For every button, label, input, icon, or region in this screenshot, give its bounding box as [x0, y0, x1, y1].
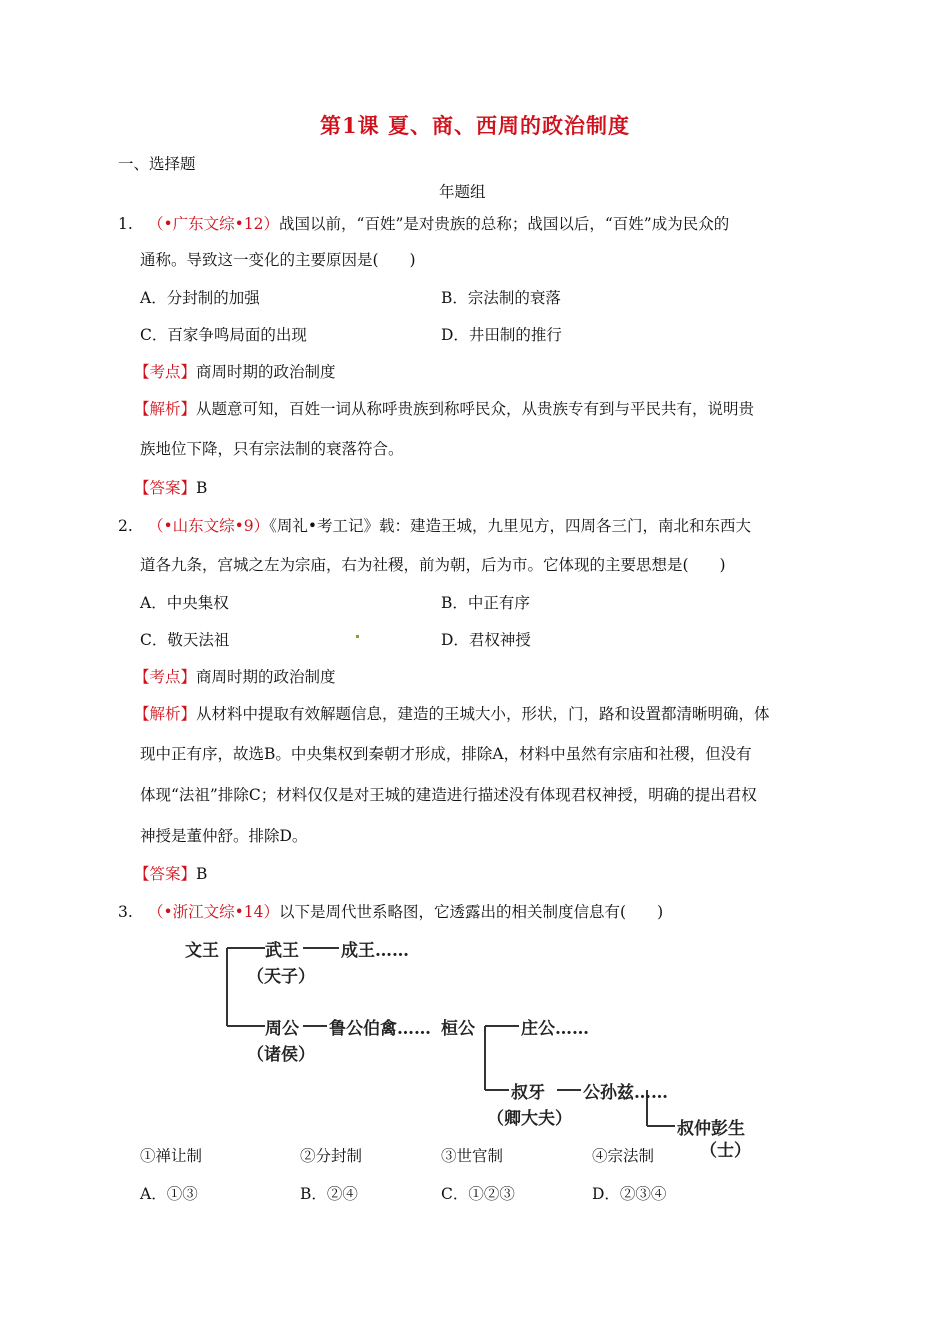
- node-gongsunzi: 公孙兹……: [583, 1083, 668, 1103]
- q3-item-4: ④宗法制: [592, 1147, 655, 1165]
- q1-option-c: C．百家争鸣局面的出现: [140, 326, 307, 344]
- node-zhuanggong: 庄公……: [521, 1019, 589, 1039]
- q3-number: 3.: [118, 903, 133, 921]
- stray-dot: [356, 635, 359, 638]
- q3-item-3: ③世官制: [441, 1147, 504, 1165]
- q1-kaodian-text: 商周时期的政治制度: [196, 363, 336, 381]
- q2-jiexi-line2: 现中正有序，故选B。中央集权到秦朝才形成，排除A，材料中虽然有宗庙和社稷，但没有: [140, 745, 752, 763]
- q2-stem-text1: 《周礼•考工记》载：建造王城，九里见方，四周各三门，南北和东西大: [269, 517, 752, 535]
- q2-jiexi-text1: 从材料中提取有效解题信息，建造的王城大小，形状，门，路和设置都清晰明确，体: [196, 705, 770, 723]
- q3-item-1: ①禅让制: [140, 1147, 203, 1165]
- q3-option-a: A．①③: [140, 1185, 198, 1203]
- node-shuya: 叔牙: [511, 1083, 545, 1103]
- q3-source: （•浙江文综•14）: [148, 903, 280, 921]
- q1-number: 1.: [118, 215, 133, 233]
- q1-answer-text: B: [196, 479, 208, 497]
- q2-option-d: D．君权神授: [441, 631, 531, 649]
- q2-option-c: C．敬天法祖: [140, 631, 230, 649]
- node-wuwang: 武王: [265, 941, 299, 961]
- q2-answer: [134, 862, 207, 884]
- q1-jiexi-line1: [134, 397, 754, 419]
- q2-jiexi-tag: 【解析】: [134, 705, 197, 723]
- q2-answer-text: B: [196, 865, 208, 883]
- q1-answer-tag: 【答案】: [134, 479, 197, 497]
- node-shi: （士）: [700, 1141, 751, 1161]
- q1-kaodian: [134, 360, 336, 382]
- q2-jiexi-line1: [134, 702, 770, 724]
- node-qingdafu: （卿大夫）: [487, 1109, 572, 1129]
- q2-jiexi-line4: 神授是董仲舒。排除D。: [140, 827, 308, 845]
- q2-stem-line1: [118, 514, 751, 536]
- q1-jiexi-tag: 【解析】: [134, 400, 197, 418]
- q3-option-d: D．②③④: [592, 1185, 667, 1203]
- genealogy-diagram: [185, 930, 755, 1139]
- q3-item-2: ②分封制: [300, 1147, 363, 1165]
- node-huangong: 桓公: [441, 1019, 475, 1039]
- q2-answer-tag: 【答案】: [134, 865, 197, 883]
- q1-option-d: D．井田制的推行: [441, 326, 562, 344]
- node-zhougong: 周公: [265, 1019, 299, 1039]
- node-chengwang: 成王……: [341, 941, 409, 961]
- node-boqin: 鲁公伯禽……: [329, 1019, 431, 1039]
- q1-option-b: B．宗法制的衰落: [441, 289, 561, 307]
- node-zhuhou: （诸侯）: [247, 1045, 315, 1065]
- q2-option-b: B．中正有序: [441, 594, 530, 612]
- page-title: 第1课 夏、商、西周的政治制度: [320, 113, 630, 138]
- q1-stem-line1: [118, 212, 729, 234]
- q3-option-b: B．②④: [300, 1185, 358, 1203]
- q2-source: （•山东文综•9）: [148, 517, 270, 535]
- q1-jiexi-line2: 族地位下降，只有宗法制的衰落符合。: [140, 440, 404, 458]
- q1-jiexi-text1: 从题意可知，百姓一词从称呼贵族到称呼民众，从贵族专有到与平民共有，说明贵: [196, 400, 755, 418]
- node-shuzhong: 叔仲彭生: [677, 1119, 745, 1139]
- q3-option-c: C．①②③: [441, 1185, 515, 1203]
- q2-jiexi-line3: 体现“法祖”排除C；材料仅仅是对王城的建造进行描述没有体现君权神授，明确的提出君权: [140, 786, 757, 804]
- section-heading: 一、选择题: [118, 155, 196, 173]
- q2-stem-line2: 道各九条，宫城之左为宗庙，右为社稷，前为朝，后为市。它体现的主要思想是( ): [140, 556, 726, 574]
- q3-stem-text: 以下是周代世系略图，它透露出的相关制度信息有( ): [279, 903, 664, 921]
- group-heading: 年题组: [439, 183, 486, 201]
- q1-source: （•广东文综•12）: [148, 215, 280, 233]
- q2-kaodian-tag: 【考点】: [134, 668, 197, 686]
- q2-kaodian: [134, 665, 336, 687]
- q1-stem-line2: 通称。导致这一变化的主要原因是( ): [140, 251, 416, 269]
- q1-option-a: A．分封制的加强: [140, 289, 260, 307]
- node-tianzi: （天子）: [247, 967, 315, 987]
- q2-option-a: A．中央集权: [140, 594, 229, 612]
- q2-number: 2.: [118, 517, 133, 535]
- q1-stem-text1: 战国以前，“百姓”是对贵族的总称；战国以后，“百姓”成为民众的: [279, 215, 730, 233]
- node-wenwang: 文王: [185, 941, 219, 961]
- q1-kaodian-tag: 【考点】: [134, 363, 197, 381]
- q3-stem: [118, 900, 663, 922]
- q1-answer: [134, 476, 207, 498]
- q2-kaodian-text: 商周时期的政治制度: [196, 668, 336, 686]
